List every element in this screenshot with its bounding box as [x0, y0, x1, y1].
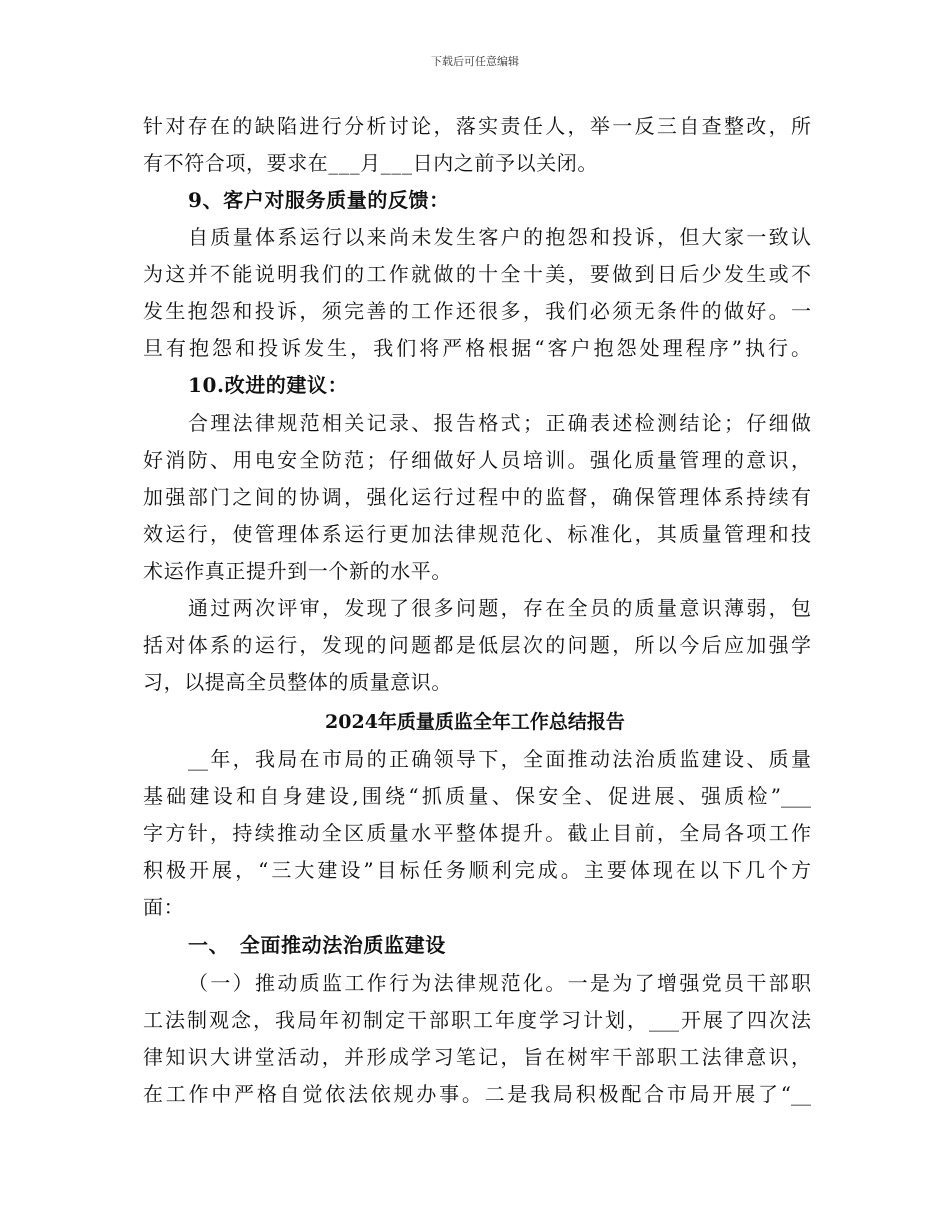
- report-title: 2024年质量质监全年工作总结报告: [325, 711, 625, 733]
- text-line: 积极开展，“三大建设”目标任务顺利完成。主要体现在以下几个方: [143, 858, 811, 882]
- text-line: 术运作真正提升到一个新的水平。: [143, 559, 452, 583]
- text-line: __年，我局在市局的正确领导下，全面推动法治质监建设、质量: [188, 747, 811, 771]
- text-line: 律知识大讲堂活动，并形成学习笔记，旨在树牢干部职工法律意识，: [143, 1045, 811, 1069]
- text-line: 有不符合项，要求在___月___日内之前予以关闭。: [143, 151, 598, 175]
- text-line: 发生抱怨和投诉，须完善的工作还很多，我们必须无条件的做好。一: [143, 299, 811, 323]
- text-line: 基础建设和自身建设,围绕“抓质量、保安全、促进展、强质检”___: [143, 784, 811, 808]
- text-line: 效运行，使管理体系运行更加法律规范化、标准化，其质量管理和技: [143, 522, 811, 546]
- text-line: 合理法律规范相关记录、报告格式；正确表述检测结论；仔细做: [188, 411, 811, 435]
- page-header: 下载后可任意编辑: [431, 55, 519, 68]
- text-line: 通过两次评审，发现了很多问题，存在全员的质量意识薄弱，包: [188, 596, 811, 620]
- text-line: 针对存在的缺陷进行分析讨论，落实责任人，举一反三自查整改，所: [143, 114, 811, 138]
- section-heading: 9、客户对服务质量的反馈：: [188, 188, 450, 212]
- section-heading: 一、 全面推动法治质监建设: [188, 933, 446, 957]
- text-line: 在工作中严格自觉依法依规办事。二是我局积极配合市局开展了“__: [143, 1082, 811, 1106]
- text-line: 字方针，持续推动全区质量水平整体提升。截止目前，全局各项工作: [143, 821, 811, 845]
- section-heading: 10.改进的建议：: [188, 373, 349, 397]
- text-line: 括对体系的运行，发现的问题都是低层次的问题，所以今后应加强学: [143, 633, 811, 657]
- text-line: 自质量体系运行以来尚未发生客户的抱怨和投诉，但大家一致认: [188, 225, 811, 249]
- text-line: 工法制观念，我局年初制定干部职工年度学习计划，___开展了四次法: [143, 1008, 811, 1032]
- text-line: （一）推动质监工作行为法律规范化。一是为了增强党员干部职: [188, 971, 811, 995]
- text-line: 面：: [143, 895, 185, 919]
- text-line: 习，以提高全员整体的质量意识。: [143, 670, 452, 694]
- text-line: 加强部门之间的协调，强化运行过程中的监督，确保管理体系持续有: [143, 485, 811, 509]
- text-line: 旦有抱怨和投诉发生，我们将严格根据“客户抱怨处理程序”执行。: [143, 336, 811, 360]
- text-line: 好消防、用电安全防范；仔细做好人员培训。强化质量管理的意识，: [143, 448, 811, 472]
- text-line: 为这并不能说明我们的工作就做的十全十美，要做到日后少发生或不: [143, 262, 811, 286]
